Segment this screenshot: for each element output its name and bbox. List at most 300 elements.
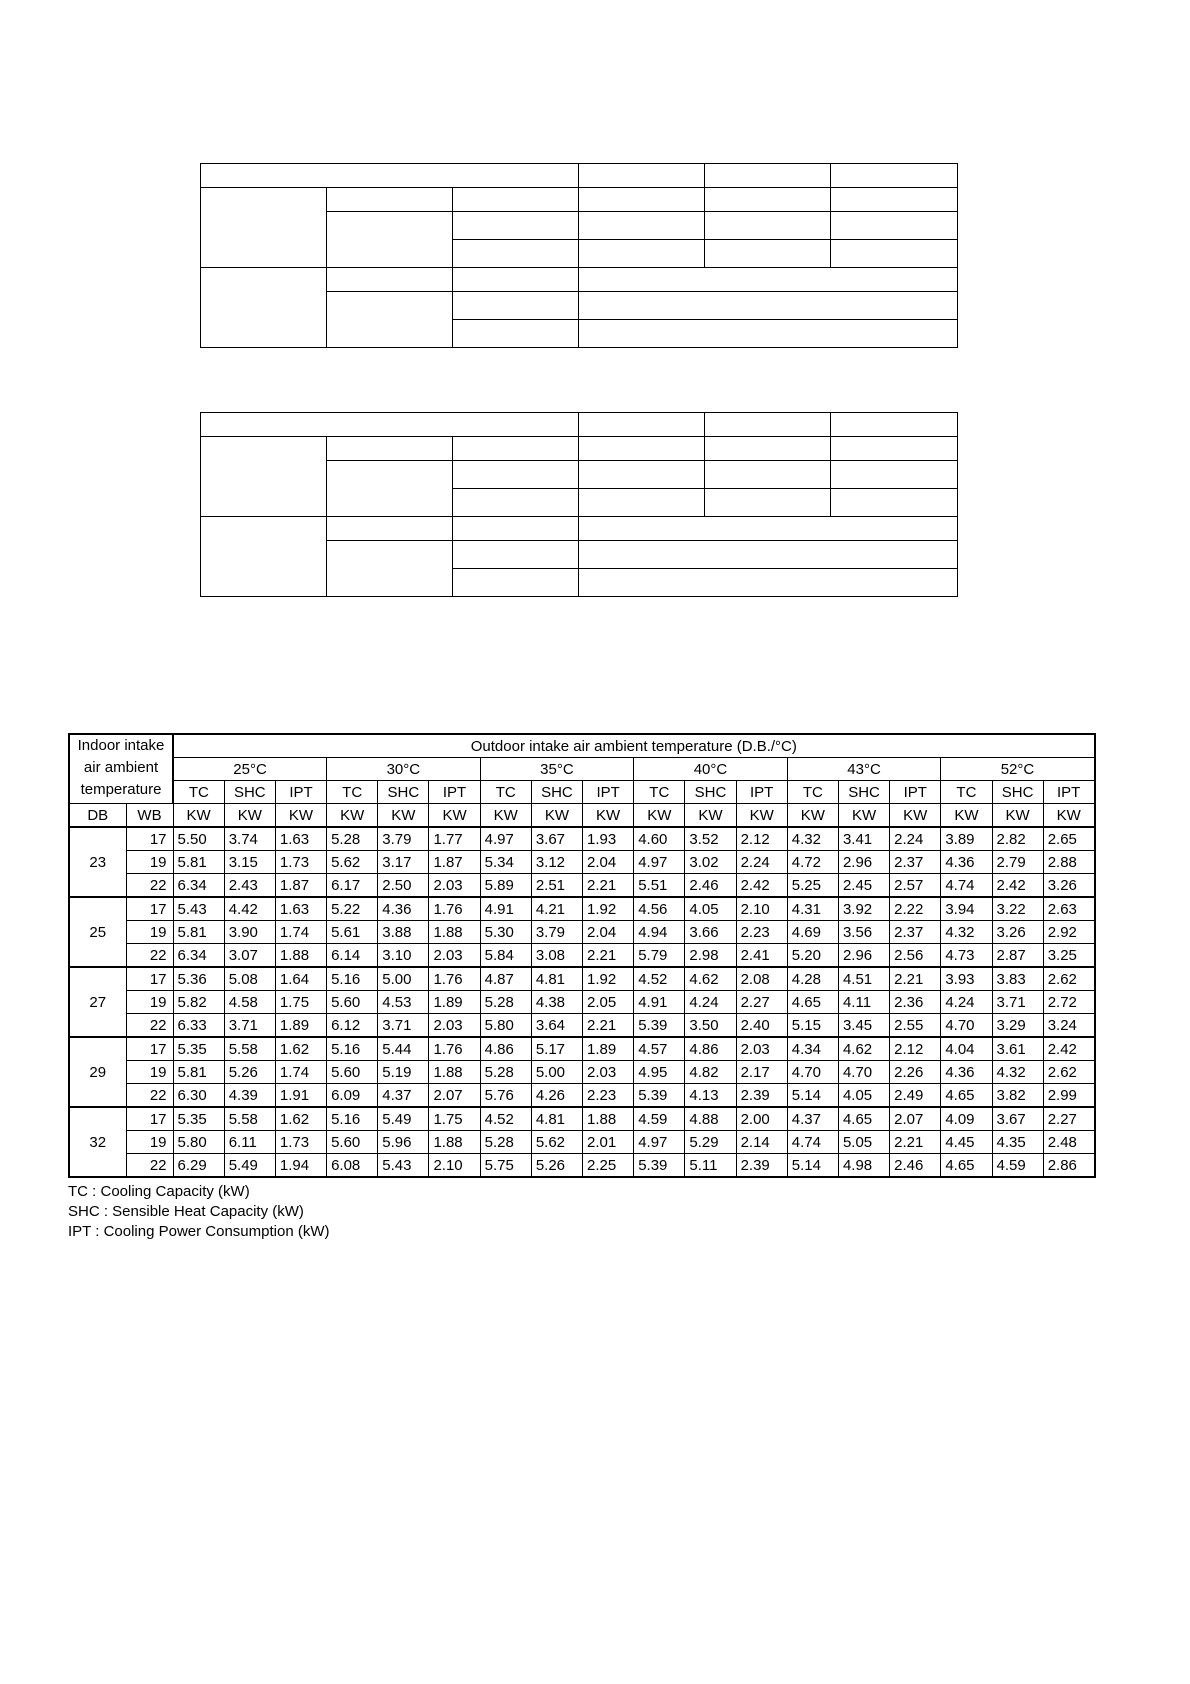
- wb-value: 17: [126, 1107, 173, 1131]
- table-cell: 3.17: [378, 851, 429, 874]
- sub-header-label: TC: [173, 781, 224, 804]
- table-row: [69, 897, 1095, 921]
- table-cell: 5.14: [787, 1154, 838, 1178]
- wb-value: 22: [126, 1154, 173, 1178]
- table-cell: 4.62: [838, 1037, 889, 1061]
- table-cell: 2.17: [736, 1061, 787, 1084]
- table-row: [69, 1131, 1095, 1154]
- table-cell: 2.82: [992, 827, 1043, 851]
- wb-value: 17: [126, 897, 173, 921]
- table-cell: 2.39: [736, 1154, 787, 1178]
- table-cell: 4.26: [531, 1084, 582, 1108]
- table-row: [69, 1107, 1095, 1131]
- table-cell: 2.40: [736, 1014, 787, 1038]
- unit-label: KW: [941, 804, 992, 828]
- unit-label: KW: [327, 804, 378, 828]
- table-cell: 4.39: [224, 1084, 275, 1108]
- table-cell: 3.61: [992, 1037, 1043, 1061]
- wb-value: 19: [126, 1131, 173, 1154]
- table-cell: 1.76: [429, 897, 480, 921]
- table-cell: 4.05: [685, 897, 736, 921]
- unit-label: KW: [531, 804, 582, 828]
- table-cell: 1.87: [429, 851, 480, 874]
- table-cell: 5.17: [531, 1037, 582, 1061]
- table-cell: 4.86: [685, 1037, 736, 1061]
- table-cell: 5.81: [173, 851, 224, 874]
- table-cell: 2.03: [583, 1061, 634, 1084]
- table-cell: 5.26: [531, 1154, 582, 1178]
- table-cell: 5.28: [480, 1061, 531, 1084]
- table-cell: 2.87: [992, 944, 1043, 968]
- table-cell: 2.57: [890, 874, 941, 898]
- table-cell: 4.94: [634, 921, 685, 944]
- table-cell: 3.79: [531, 921, 582, 944]
- table-cell: 6.08: [327, 1154, 378, 1178]
- table-cell: 6.33: [173, 1014, 224, 1038]
- table-cell: 2.22: [890, 897, 941, 921]
- table-cell: 1.88: [583, 1107, 634, 1131]
- table-cell: 5.00: [531, 1061, 582, 1084]
- table-cell: 3.56: [838, 921, 889, 944]
- table-cell: 1.64: [275, 967, 326, 991]
- table-cell: 5.05: [838, 1131, 889, 1154]
- table-cell: 5.61: [327, 921, 378, 944]
- table-row: [69, 1014, 1095, 1038]
- empty-grid-table-top: [200, 163, 958, 348]
- table-cell: 3.83: [992, 967, 1043, 991]
- table-cell: 5.30: [480, 921, 531, 944]
- sub-header-label: SHC: [992, 781, 1043, 804]
- table-cell: 3.64: [531, 1014, 582, 1038]
- sub-header-label: TC: [327, 781, 378, 804]
- table-cell: 4.57: [634, 1037, 685, 1061]
- table-cell: 4.65: [787, 991, 838, 1014]
- sub-header-label: TC: [634, 781, 685, 804]
- table-cell: 3.52: [685, 827, 736, 851]
- unit-label: KW: [224, 804, 275, 828]
- wb-value: 19: [126, 991, 173, 1014]
- table-cell: 4.37: [787, 1107, 838, 1131]
- sub-header-label: IPT: [890, 781, 941, 804]
- table-row: [69, 921, 1095, 944]
- table-cell: 1.94: [275, 1154, 326, 1178]
- table-cell: 2.12: [890, 1037, 941, 1061]
- table-cell: 2.62: [1043, 967, 1094, 991]
- unit-label: KW: [992, 804, 1043, 828]
- table-row: [69, 1037, 1095, 1061]
- table-cell: 2.50: [378, 874, 429, 898]
- table-cell: 2.03: [736, 1037, 787, 1061]
- table-cell: 3.07: [224, 944, 275, 968]
- unit-label: KW: [838, 804, 889, 828]
- table-cell: 2.36: [890, 991, 941, 1014]
- table-cell: 5.36: [173, 967, 224, 991]
- table-cell: 2.88: [1043, 851, 1094, 874]
- table-cell: 4.82: [685, 1061, 736, 1084]
- table-cell: 2.24: [736, 851, 787, 874]
- table-cell: 5.62: [531, 1131, 582, 1154]
- table-cell: 5.51: [634, 874, 685, 898]
- table-row: [69, 944, 1095, 968]
- table-cell: 3.22: [992, 897, 1043, 921]
- table-cell: 2.42: [736, 874, 787, 898]
- table-row: [69, 874, 1095, 898]
- table-cell: 5.49: [224, 1154, 275, 1178]
- table-cell: 5.80: [173, 1131, 224, 1154]
- table-cell: 4.05: [838, 1084, 889, 1108]
- table-cell: 3.10: [378, 944, 429, 968]
- unit-label: KW: [890, 804, 941, 828]
- table-cell: 6.34: [173, 944, 224, 968]
- table-cell: 5.39: [634, 1154, 685, 1178]
- performance-table-body: [69, 827, 1095, 1177]
- table-cell: 5.81: [173, 1061, 224, 1084]
- table-cell: 1.92: [583, 897, 634, 921]
- table-cell: 4.60: [634, 827, 685, 851]
- unit-label: KW: [429, 804, 480, 828]
- sub-header-label: TC: [941, 781, 992, 804]
- table-cell: 4.31: [787, 897, 838, 921]
- table-cell: 3.12: [531, 851, 582, 874]
- table-cell: 4.73: [941, 944, 992, 968]
- table-cell: 5.20: [787, 944, 838, 968]
- sub-header-label: SHC: [378, 781, 429, 804]
- table-cell: 5.79: [634, 944, 685, 968]
- table-cell: 5.60: [327, 1131, 378, 1154]
- table-cell: 5.25: [787, 874, 838, 898]
- table-cell: 3.67: [992, 1107, 1043, 1131]
- table-cell: 4.74: [787, 1131, 838, 1154]
- table-cell: 4.65: [941, 1154, 992, 1178]
- db-value: 27: [69, 967, 126, 1037]
- outdoor-temp-label: 40°C: [634, 758, 788, 781]
- table-cell: 2.56: [890, 944, 941, 968]
- outdoor-temp-header: Outdoor intake air ambient temperature (D.B./°C): [173, 734, 1095, 758]
- unit-label: KW: [275, 804, 326, 828]
- table-cell: 5.34: [480, 851, 531, 874]
- table-cell: 1.62: [275, 1037, 326, 1061]
- table-cell: 2.49: [890, 1084, 941, 1108]
- table-cell: 6.17: [327, 874, 378, 898]
- indoor-temp-header: [69, 734, 173, 804]
- table-cell: 5.58: [224, 1037, 275, 1061]
- unit-label: KW: [787, 804, 838, 828]
- outdoor-temp-label: 43°C: [787, 758, 941, 781]
- table-cell: 5.49: [378, 1107, 429, 1131]
- table-cell: 3.67: [531, 827, 582, 851]
- table-cell: 4.11: [838, 991, 889, 1014]
- table-cell: 2.48: [1043, 1131, 1094, 1154]
- table-cell: 3.08: [531, 944, 582, 968]
- table-cell: 4.74: [941, 874, 992, 898]
- table-cell: 5.39: [634, 1084, 685, 1108]
- table-row: [69, 851, 1095, 874]
- table-cell: 2.39: [736, 1084, 787, 1108]
- table-cell: 2.92: [1043, 921, 1094, 944]
- table-cell: 3.50: [685, 1014, 736, 1038]
- table-cell: 4.59: [634, 1107, 685, 1131]
- table-cell: 3.93: [941, 967, 992, 991]
- unit-label: KW: [378, 804, 429, 828]
- table-cell: 3.26: [1043, 874, 1094, 898]
- sub-header-label: IPT: [583, 781, 634, 804]
- table-cell: 2.96: [838, 944, 889, 968]
- table-cell: 1.89: [583, 1037, 634, 1061]
- table-cell: 5.19: [378, 1061, 429, 1084]
- table-cell: 3.82: [992, 1084, 1043, 1108]
- table-cell: 4.13: [685, 1084, 736, 1108]
- table-cell: 6.11: [224, 1131, 275, 1154]
- table-cell: 5.29: [685, 1131, 736, 1154]
- table-cell: 3.66: [685, 921, 736, 944]
- table-cell: 3.71: [992, 991, 1043, 1014]
- table-cell: 4.65: [941, 1084, 992, 1108]
- table-cell: 5.96: [378, 1131, 429, 1154]
- sub-header-label: IPT: [275, 781, 326, 804]
- table-cell: 4.52: [480, 1107, 531, 1131]
- table-cell: 5.58: [224, 1107, 275, 1131]
- table-cell: 5.16: [327, 1107, 378, 1131]
- table-cell: 2.21: [890, 1131, 941, 1154]
- table-cell: 5.43: [173, 897, 224, 921]
- table-cell: 2.55: [890, 1014, 941, 1038]
- table-cell: 3.02: [685, 851, 736, 874]
- table-cell: 2.03: [429, 1014, 480, 1038]
- table-cell: 2.43: [224, 874, 275, 898]
- table-cell: 2.86: [1043, 1154, 1094, 1178]
- table-cell: 2.21: [583, 1014, 634, 1038]
- table-cell: 2.27: [1043, 1107, 1094, 1131]
- table-cell: 3.26: [992, 921, 1043, 944]
- table-cell: 2.21: [890, 967, 941, 991]
- table-cell: 6.29: [173, 1154, 224, 1178]
- wb-value: 22: [126, 874, 173, 898]
- table-cell: 1.63: [275, 827, 326, 851]
- indoor-header-line: air ambient: [83, 759, 159, 776]
- table-cell: 4.37: [378, 1084, 429, 1108]
- legend-tc: TC : Cooling Capacity (kW): [68, 1183, 250, 1200]
- indoor-header-line: temperature: [80, 781, 162, 798]
- table-cell: 3.74: [224, 827, 275, 851]
- outdoor-temp-label: 30°C: [327, 758, 481, 781]
- table-cell: 4.32: [941, 921, 992, 944]
- table-cell: 4.36: [378, 897, 429, 921]
- sub-header-label: SHC: [531, 781, 582, 804]
- table-cell: 1.93: [583, 827, 634, 851]
- table-cell: 3.41: [838, 827, 889, 851]
- table-cell: 4.35: [992, 1131, 1043, 1154]
- table-cell: 2.99: [1043, 1084, 1094, 1108]
- table-cell: 3.94: [941, 897, 992, 921]
- db-label: DB: [69, 804, 126, 828]
- unit-label: KW: [583, 804, 634, 828]
- table-cell: 2.51: [531, 874, 582, 898]
- wb-value: 19: [126, 921, 173, 944]
- db-value: 23: [69, 827, 126, 897]
- indoor-header-line: Indoor intake: [77, 737, 165, 754]
- table-cell: 2.03: [429, 944, 480, 968]
- table-cell: 4.56: [634, 897, 685, 921]
- table-cell: 2.42: [1043, 1037, 1094, 1061]
- table-cell: 4.36: [941, 1061, 992, 1084]
- table-cell: 1.75: [429, 1107, 480, 1131]
- table-cell: 5.39: [634, 1014, 685, 1038]
- table-cell: 4.36: [941, 851, 992, 874]
- db-value: 29: [69, 1037, 126, 1107]
- table-cell: 1.92: [583, 967, 634, 991]
- table-cell: 4.28: [787, 967, 838, 991]
- sub-header-row: [69, 781, 1095, 804]
- legend-ipt: IPT : Cooling Power Consumption (kW): [68, 1223, 330, 1240]
- table-cell: 5.15: [787, 1014, 838, 1038]
- table-cell: 4.91: [634, 991, 685, 1014]
- cooling-performance-table: [68, 733, 1096, 1178]
- table-row: [69, 1061, 1095, 1084]
- table-cell: 4.72: [787, 851, 838, 874]
- table-cell: 2.08: [736, 967, 787, 991]
- wb-value: 19: [126, 1061, 173, 1084]
- table-cell: 5.00: [378, 967, 429, 991]
- table-cell: 4.42: [224, 897, 275, 921]
- table-cell: 2.07: [429, 1084, 480, 1108]
- table-cell: 3.79: [378, 827, 429, 851]
- table-cell: 5.43: [378, 1154, 429, 1178]
- table-cell: 5.28: [480, 991, 531, 1014]
- table-cell: 2.10: [429, 1154, 480, 1178]
- table-cell: 2.21: [583, 944, 634, 968]
- table-cell: 2.23: [583, 1084, 634, 1108]
- table-cell: 4.24: [941, 991, 992, 1014]
- table-cell: 6.30: [173, 1084, 224, 1108]
- table-cell: 1.73: [275, 851, 326, 874]
- table-cell: 4.32: [787, 827, 838, 851]
- table-cell: 2.62: [1043, 1061, 1094, 1084]
- table-cell: 2.26: [890, 1061, 941, 1084]
- table-cell: 4.34: [787, 1037, 838, 1061]
- table-cell: 1.63: [275, 897, 326, 921]
- table-cell: 5.35: [173, 1037, 224, 1061]
- table-cell: 3.88: [378, 921, 429, 944]
- outdoor-temp-label: 52°C: [941, 758, 1095, 781]
- table-cell: 4.51: [838, 967, 889, 991]
- wb-value: 22: [126, 944, 173, 968]
- unit-label: KW: [634, 804, 685, 828]
- sub-header-label: SHC: [685, 781, 736, 804]
- table-cell: 4.62: [685, 967, 736, 991]
- table-cell: 2.46: [685, 874, 736, 898]
- table-cell: 5.26: [224, 1061, 275, 1084]
- table-cell: 1.76: [429, 967, 480, 991]
- table-cell: 5.62: [327, 851, 378, 874]
- table-cell: 4.09: [941, 1107, 992, 1131]
- table-cell: 2.04: [583, 921, 634, 944]
- table-cell: 4.04: [941, 1037, 992, 1061]
- table-cell: 2.96: [838, 851, 889, 874]
- table-cell: 5.44: [378, 1037, 429, 1061]
- sub-header-label: SHC: [224, 781, 275, 804]
- empty-grid-table-bottom: [200, 412, 958, 597]
- table-cell: 3.15: [224, 851, 275, 874]
- table-cell: 2.12: [736, 827, 787, 851]
- wb-value: 19: [126, 851, 173, 874]
- table-cell: 5.28: [327, 827, 378, 851]
- table-cell: 2.01: [583, 1131, 634, 1154]
- table-cell: 2.98: [685, 944, 736, 968]
- table-cell: 5.81: [173, 921, 224, 944]
- table-cell: 3.71: [224, 1014, 275, 1038]
- db-value: 32: [69, 1107, 126, 1177]
- unit-label: KW: [1043, 804, 1094, 828]
- table-cell: 5.22: [327, 897, 378, 921]
- table-cell: 6.34: [173, 874, 224, 898]
- table-cell: 2.79: [992, 851, 1043, 874]
- table-cell: 1.75: [275, 991, 326, 1014]
- table-cell: 4.38: [531, 991, 582, 1014]
- table-cell: 3.90: [224, 921, 275, 944]
- table-cell: 2.46: [890, 1154, 941, 1178]
- table-cell: 1.89: [275, 1014, 326, 1038]
- table-cell: 5.76: [480, 1084, 531, 1108]
- sub-header-label: IPT: [1043, 781, 1094, 804]
- table-cell: 2.25: [583, 1154, 634, 1178]
- table-cell: 5.84: [480, 944, 531, 968]
- table-cell: 2.72: [1043, 991, 1094, 1014]
- table-cell: 5.11: [685, 1154, 736, 1178]
- table-cell: 6.12: [327, 1014, 378, 1038]
- table-cell: 2.05: [583, 991, 634, 1014]
- table-cell: 1.74: [275, 921, 326, 944]
- wb-value: 22: [126, 1084, 173, 1108]
- sub-header-label: SHC: [838, 781, 889, 804]
- table-cell: 4.70: [838, 1061, 889, 1084]
- table-cell: 1.88: [275, 944, 326, 968]
- table-cell: 4.59: [992, 1154, 1043, 1178]
- table-cell: 5.14: [787, 1084, 838, 1108]
- table-cell: 4.98: [838, 1154, 889, 1178]
- legend: [68, 1182, 329, 1242]
- sub-header-label: TC: [480, 781, 531, 804]
- table-cell: 6.14: [327, 944, 378, 968]
- table-cell: 4.69: [787, 921, 838, 944]
- table-cell: 1.62: [275, 1107, 326, 1131]
- table-cell: 1.74: [275, 1061, 326, 1084]
- table-cell: 4.70: [787, 1061, 838, 1084]
- table-row: [69, 1084, 1095, 1108]
- table-cell: 4.58: [224, 991, 275, 1014]
- wb-value: 22: [126, 1014, 173, 1038]
- table-cell: 2.37: [890, 851, 941, 874]
- wb-value: 17: [126, 1037, 173, 1061]
- table-cell: 5.35: [173, 1107, 224, 1131]
- table-cell: 4.21: [531, 897, 582, 921]
- wb-value: 17: [126, 827, 173, 851]
- db-value: 25: [69, 897, 126, 967]
- table-cell: 1.76: [429, 1037, 480, 1061]
- table-cell: 1.88: [429, 1061, 480, 1084]
- table-cell: 5.08: [224, 967, 275, 991]
- table-cell: 3.92: [838, 897, 889, 921]
- table-cell: 2.27: [736, 991, 787, 1014]
- table-cell: 4.87: [480, 967, 531, 991]
- table-cell: 2.00: [736, 1107, 787, 1131]
- table-cell: 2.41: [736, 944, 787, 968]
- table-cell: 5.89: [480, 874, 531, 898]
- table-cell: 5.50: [173, 827, 224, 851]
- table-cell: 5.60: [327, 991, 378, 1014]
- sub-header-label: IPT: [736, 781, 787, 804]
- table-cell: 3.71: [378, 1014, 429, 1038]
- table-cell: 4.86: [480, 1037, 531, 1061]
